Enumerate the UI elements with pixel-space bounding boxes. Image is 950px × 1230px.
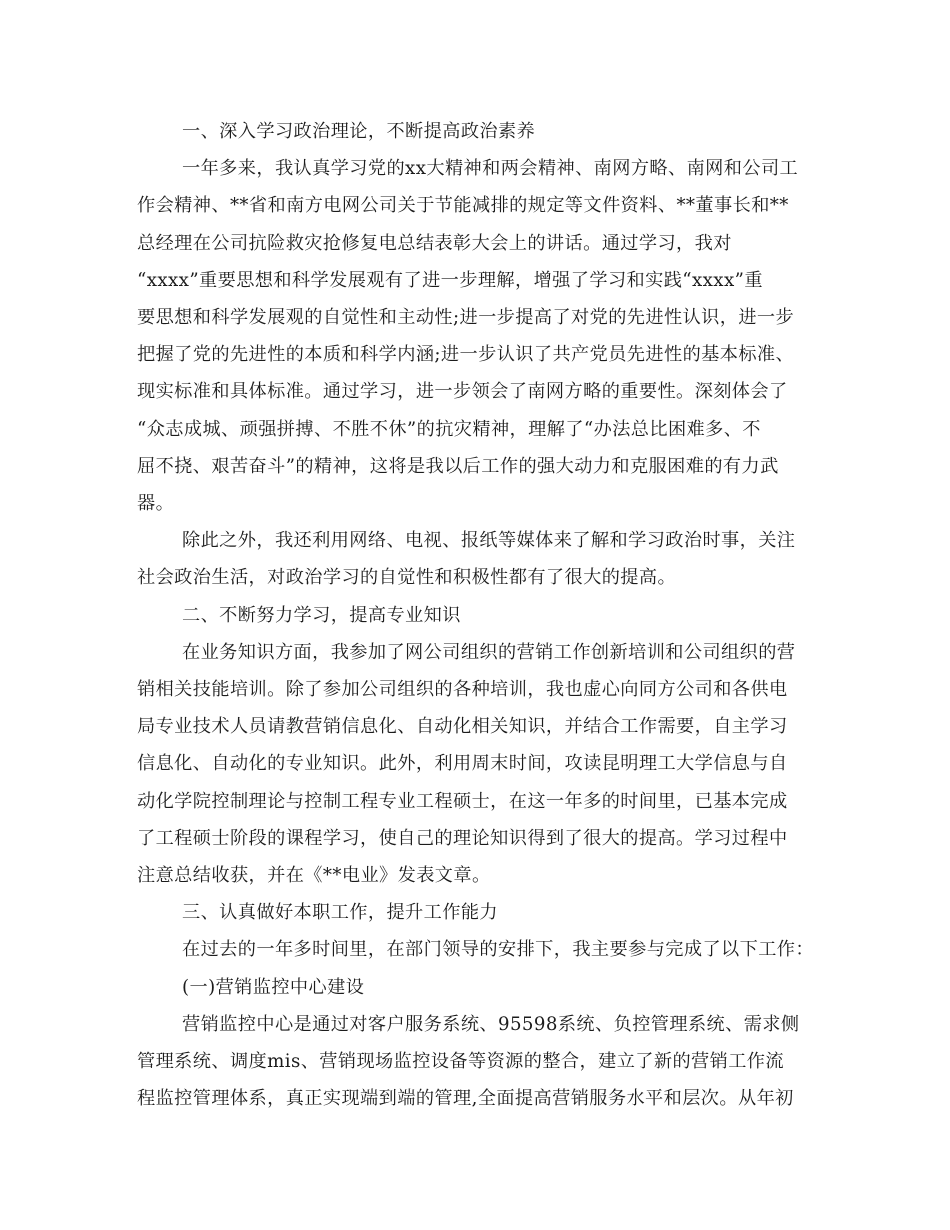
text-line: 一年多来，我认真学习党的xx大精神和两会精神、南网方略、南网和公司工 — [182, 158, 799, 180]
text-line: 二、不断努力学习，提高专业知识 — [182, 604, 461, 626]
text-line: 总经理在公司抗险救灾抢修复电总结表彰大会上的讲话。通过学习，我对 — [137, 232, 732, 254]
text-line: (一)营销监控中心建设 — [182, 976, 365, 998]
text-line: 三、认真做好本职工作，提升工作能力 — [182, 902, 498, 924]
text-line: 社会政治生活，对政治学习的自觉性和积极性都有了很大的提高。 — [137, 567, 677, 589]
text-line: 程监控管理体系，真正实现端到端的管理,全面提高营销服务水平和层次。从年初 — [137, 1088, 794, 1110]
text-line: 作会精神、**省和南方电网公司关于节能减排的规定等文件资料、**董事长和** — [137, 195, 789, 217]
text-line: 注意总结收获，并在《**电业》发表文章。 — [137, 865, 491, 886]
text-line: 营销监控中心是通过对客户服务系统、95598系统、负控管理系统、需求侧 — [182, 1013, 800, 1035]
text-line: 在业务知识方面，我参加了网公司组织的营销工作创新培训和公司组织的营 — [182, 641, 796, 663]
text-line: 在过去的一年多时间里，在部门领导的安排下，我主要参与完成了以下工作： — [182, 939, 814, 961]
text-line: 销相关技能培训。除了参加公司组织的各种培训，我也虚心向同方公司和各供电 — [137, 679, 788, 700]
text-line: 动化学院控制理论与控制工程专业工程硕士，在这一年多的时间里，已基本完成 — [137, 790, 788, 812]
text-line: “xxxx”重要思想和科学发展观有了进一步理解，增强了学习和实践“xxxx”重 — [137, 269, 763, 291]
text-line: 把握了党的先进性的本质和科学内涵;进一步认识了共产党员先进性的基本标准、 — [137, 344, 795, 366]
text-line: “众志成城、顽强拼搏、不胜不休”的抗灾精神，理解了“办法总比困难多、不 — [137, 418, 761, 440]
text-line: 器。 — [137, 493, 175, 514]
text-line: 一、深入学习政治理论，不断提高政治素养 — [182, 121, 536, 142]
text-line: 要思想和科学发展观的自觉性和主动性;进一步提高了对党的先进性认识，进一步 — [137, 307, 795, 328]
text-line: 除此之外，我还利用网络、电视、报纸等媒体来了解和学习政治时事，关注 — [182, 530, 796, 552]
text-line: 屈不挠、艰苦奋斗”的精神，这将是我以后工作的强大动力和克服困难的有力武 — [137, 455, 779, 477]
text-line: 了工程硕士阶段的课程学习，使自己的理论知识得到了很大的提高。学习过程中 — [137, 827, 788, 849]
text-line: 管理系统、调度mis、营销现场监控设备等资源的整合，建立了新的营销工作流 — [137, 1051, 784, 1072]
text-line: 现实标准和具体标准。通过学习，进一步领会了南网方略的重要性。深刻体会了 — [137, 381, 788, 403]
text-line: 局专业技术人员请教营销信息化、自动化相关知识，并结合工作需要，自主学习 — [137, 716, 788, 738]
text-line: 信息化、自动化的专业知识。此外，利用周末时间，攻读昆明理工大学信息与自 — [137, 753, 788, 775]
